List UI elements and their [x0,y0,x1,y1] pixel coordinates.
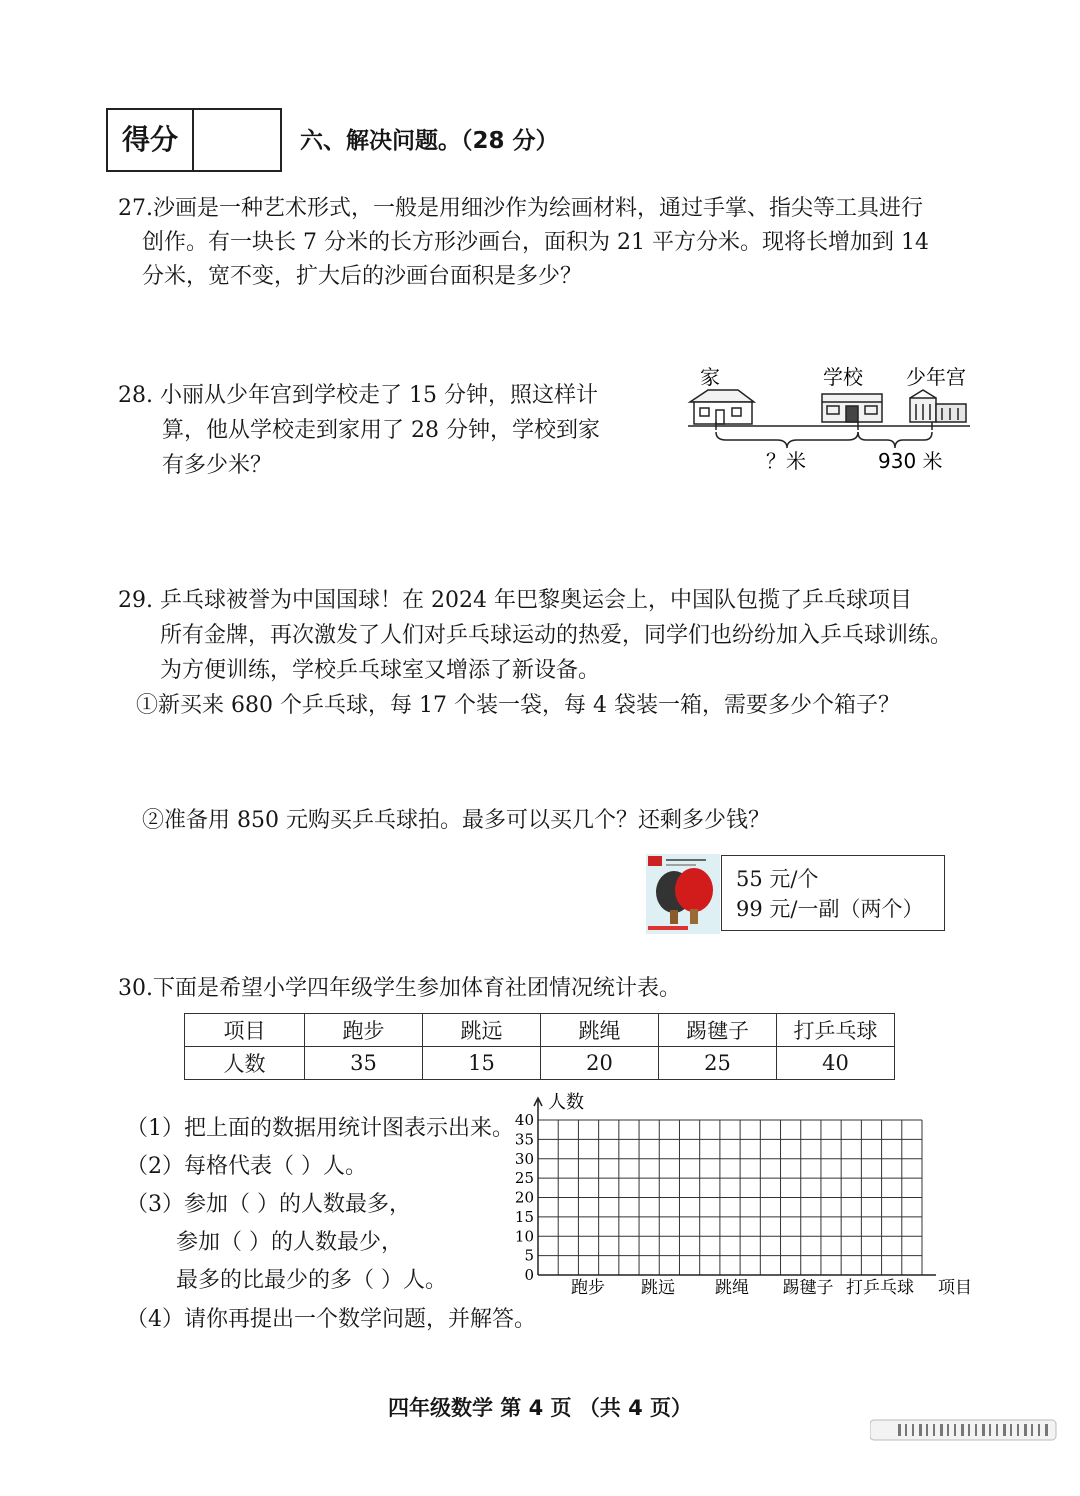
table-cell: 25 [659,1047,777,1080]
x-category-label: 跳远 [641,1278,675,1298]
table-header-cell: 跳远 [423,1014,541,1047]
y-tick-label: 5 [524,1246,534,1265]
blank-bar-chart [500,1090,990,1310]
home-label: 家 [700,365,720,389]
school-label: 学校 [823,365,863,389]
house-icon [690,390,754,424]
q30-question-3c: 最多的比最少的多（ ）人。 [176,1268,447,1293]
unknown-distance-brace [716,432,858,448]
section-title: 六、解决问题。（28 分） [300,128,559,154]
y-tick-label: 40 [514,1111,534,1129]
q30-question-3: （3）参加（ ）的人数最多， [126,1192,411,1217]
x-category-label: 跑步 [571,1278,605,1298]
table-cell: 人数 [185,1047,305,1080]
q30-question-1: （1）把上面的数据用统计图表示出来。 [126,1116,514,1141]
known-distance-label: 930 米 [878,449,943,473]
x-category-label: 跳绳 [715,1278,749,1298]
racket-image [646,854,720,934]
y-tick-label: 30 [514,1149,534,1168]
q30-intro: 30.下面是希望小学四年级学生参加体育社团情况统计表。 [118,976,681,1001]
q30-question-2: （2）每格代表（ ）人。 [126,1154,367,1179]
page-footer: 四年级数学 第 4 页 （共 4 页） [387,1396,693,1420]
table-header-cell: 跳绳 [541,1014,659,1047]
table-header-row [185,1014,895,1047]
q27-line-2: 创作。有一块长 7 分米的长方形沙画台，面积为 21 平方分米。现将长增加到 14 [142,230,929,255]
y-tick-label: 20 [514,1188,534,1207]
table-cell: 15 [423,1047,541,1080]
q30-question-4: （4）请你再提出一个数学问题，并解答。 [126,1307,536,1332]
q28-line-3: 有多少米？ [162,453,273,478]
club-table [184,1013,895,1080]
table-header-cell: 打乒乓球 [777,1014,895,1047]
price-box [721,855,945,931]
unknown-distance-label: ？米 [766,449,806,473]
table-row [185,1047,895,1080]
table-cell: 20 [541,1047,659,1080]
youth-palace-icon [910,390,966,422]
x-category-label: 踢毽子 [782,1278,834,1298]
palace-label: 少年宫 [906,365,966,389]
y-tick-label: 25 [514,1169,534,1188]
q29-sub-1: ①新买来 680 个乒乓球，每 17 个装一袋，每 4 袋装一箱，需要多少个箱子？ [136,693,900,718]
known-distance-brace [858,432,932,448]
q29-line-3: 为方便训练，学校乒乓球室又增添了新设备。 [160,658,601,683]
barcode-strip [870,1418,1060,1444]
y-axis [534,1098,542,1275]
table-cell: 40 [777,1047,895,1080]
table-header-cell: 项目 [185,1014,305,1047]
score-label: 得分 [108,110,194,170]
score-box [106,108,282,172]
chart-axes [534,1098,936,1275]
q29-line-1: 29. 乒乓球被誉为中国国球！在 2024 年巴黎奥运会上，中国队包揽了乒乓球项目 [118,588,912,613]
q27-line-1: 27.沙画是一种艺术形式，一般是用细沙作为绘画材料，通过手掌、指尖等工具进行 [118,196,923,221]
y-tick-label: 0 [524,1266,534,1284]
q27-line-3: 分米，宽不变，扩大后的沙画台面积是多少？ [142,264,583,289]
q28-line-1: 28. 小丽从少年宫到学校走了 15 分钟，照这样计 [118,383,598,408]
y-tick-label: 35 [514,1130,534,1149]
price-pair: 99 元/一副（两个） [736,897,924,921]
y-tick-label: 15 [514,1207,534,1226]
chart-grid [538,1120,922,1275]
q29-line-2: 所有金牌，再次激发了人们对乒乓球运动的热爱，同学们也纷纷加入乒乓球训练。 [160,623,953,648]
chart-x-categories [571,1278,914,1298]
q29-sub-2: ②准备用 850 元购买乒乓球拍。最多可以买几个？还剩多少钱？ [142,808,770,833]
route-diagram [680,360,980,480]
table-header-cell: 跑步 [305,1014,423,1047]
chart-y-ticks [515,1111,534,1284]
price-single: 55 元/个 [736,867,819,891]
y-tick-label: 10 [514,1227,534,1246]
q28-line-2: 算，他从学校走到家用了 28 分钟，学校到家 [162,418,600,443]
table-cell: 35 [305,1047,423,1080]
table-header-cell: 踢毽子 [659,1014,777,1047]
school-icon [822,394,882,422]
chart-y-axis-label: 人数 [548,1092,584,1113]
chart-x-axis-label: 项目 [938,1278,972,1298]
q30-question-3b: 参加（ ）的人数最少， [176,1230,403,1255]
x-category-label: 打乒乓球 [846,1278,914,1298]
